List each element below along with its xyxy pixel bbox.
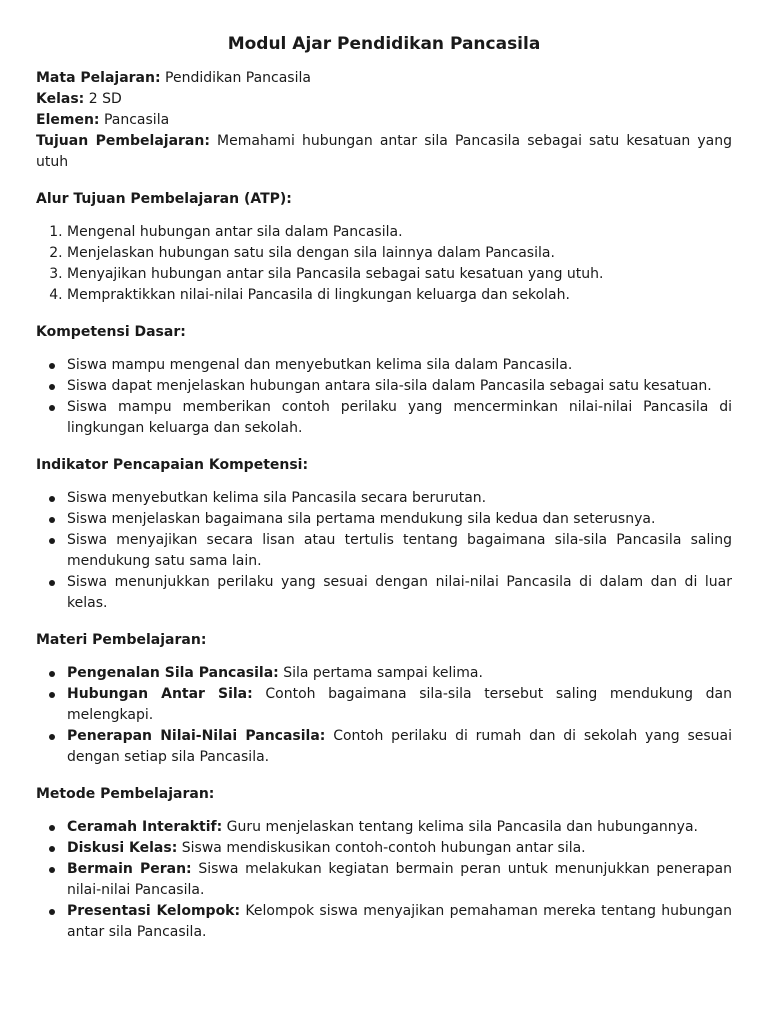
meta-tujuan	[36, 131, 732, 173]
item-term: Hubungan Antar Sila:	[67, 686, 253, 702]
item-term: Penerapan Nilai-Nilai Pancasila:	[67, 728, 326, 744]
item-term: Ceramah Interaktif:	[67, 819, 223, 835]
list-item	[67, 859, 732, 901]
materi-list	[36, 663, 732, 768]
item-text: Siswa mendiskusikan contoh-contoh hubungan antar sila.	[181, 840, 586, 856]
item-term: Pengenalan Sila Pancasila:	[67, 665, 279, 681]
meta-mata-pelajaran	[36, 68, 732, 89]
document-page	[36, 32, 732, 943]
document-title: Modul Ajar Pendidikan Pancasila	[227, 34, 541, 54]
list-item	[67, 684, 732, 726]
list-item: Siswa menyajikan secara lisan atau tertulis tentang bagaimana sila-sila Pancasila saling mendukung satu sama lain.	[67, 530, 732, 572]
metode-heading: Metode Pembelajaran:	[36, 786, 215, 802]
list-item: 4. Mempraktikkan nilai-nilai Pancasila di lingkungan keluarga dan sekolah.	[67, 285, 732, 306]
meta-value: Pendidikan Pancasila	[165, 70, 311, 86]
meta-elemen	[36, 110, 732, 131]
meta-value: Pancasila	[103, 112, 170, 128]
meta-value: 2 SD	[88, 91, 122, 107]
item-text: Contoh perilaku di rumah dan di sekolah yang sesuai dengan setiap sila Pancasila.	[67, 728, 732, 765]
meta-label: Mata Pelajaran:	[36, 70, 161, 86]
indikator-list	[36, 488, 732, 614]
list-item	[67, 901, 732, 943]
atp-heading: Alur Tujuan Pembelajaran (ATP):	[36, 191, 292, 207]
materi-heading: Materi Pembelajaran:	[36, 632, 207, 648]
list-item	[67, 663, 732, 684]
item-term: Bermain Peran:	[67, 861, 192, 877]
kompetensi-dasar-list	[36, 355, 732, 439]
list-item: Siswa menjelaskan bagaimana sila pertama mendukung sila kedua dan seterusnya.	[67, 509, 732, 530]
meta-label: Elemen:	[36, 112, 100, 128]
list-item	[67, 838, 732, 859]
kompetensi-dasar-heading: Kompetensi Dasar:	[36, 324, 186, 340]
meta-label: Tujuan Pembelajaran:	[36, 133, 210, 149]
list-item: 1. Mengenal hubungan antar sila dalam Pancasila.	[67, 222, 732, 243]
item-text: Sila pertama sampai kelima.	[283, 665, 483, 681]
list-item: Siswa dapat menjelaskan hubungan antara sila-sila dalam Pancasila sebagai satu kesatuan.	[67, 376, 732, 397]
metode-list	[36, 817, 732, 943]
list-item: Siswa mampu memberikan contoh perilaku yang mencerminkan nilai-nilai Pancasila di lingkungan keluarga dan sekolah.	[67, 397, 732, 439]
item-text: Guru menjelaskan tentang kelima sila Pancasila dan hubungannya.	[226, 819, 698, 835]
item-term: Presentasi Kelompok:	[67, 903, 241, 919]
list-item	[67, 726, 732, 768]
item-term: Diskusi Kelas:	[67, 840, 178, 856]
list-item: Siswa menyebutkan kelima sila Pancasila secara berurutan.	[67, 488, 732, 509]
item-text: Siswa melakukan kegiatan bermain peran untuk menunjukkan penerapan nilai-nilai Pancasila.	[67, 861, 733, 898]
item-text: Contoh bagaimana sila-sila tersebut saling mendukung dan melengkapi.	[67, 686, 732, 723]
meta-kelas	[36, 89, 732, 110]
list-item: Siswa mampu mengenal dan menyebutkan kelima sila dalam Pancasila.	[67, 355, 732, 376]
atp-list	[36, 222, 732, 306]
list-item: Siswa menunjukkan perilaku yang sesuai dengan nilai-nilai Pancasila di dalam dan di luar kelas.	[67, 572, 732, 614]
item-text: Kelompok siswa menyajikan pemahaman mereka tentang hubungan antar sila Pancasila.	[67, 903, 732, 940]
meta-label: Kelas:	[36, 91, 85, 107]
list-item	[67, 817, 732, 838]
list-item: 2. Menjelaskan hubungan satu sila dengan sila lainnya dalam Pancasila.	[67, 243, 732, 264]
meta-value: Memahami hubungan antar sila Pancasila sebagai satu kesatuan yang utuh	[36, 133, 732, 170]
list-item: 3. Menyajikan hubungan antar sila Pancasila sebagai satu kesatuan yang utuh.	[67, 264, 732, 285]
indikator-heading: Indikator Pencapaian Kompetensi:	[36, 457, 309, 473]
